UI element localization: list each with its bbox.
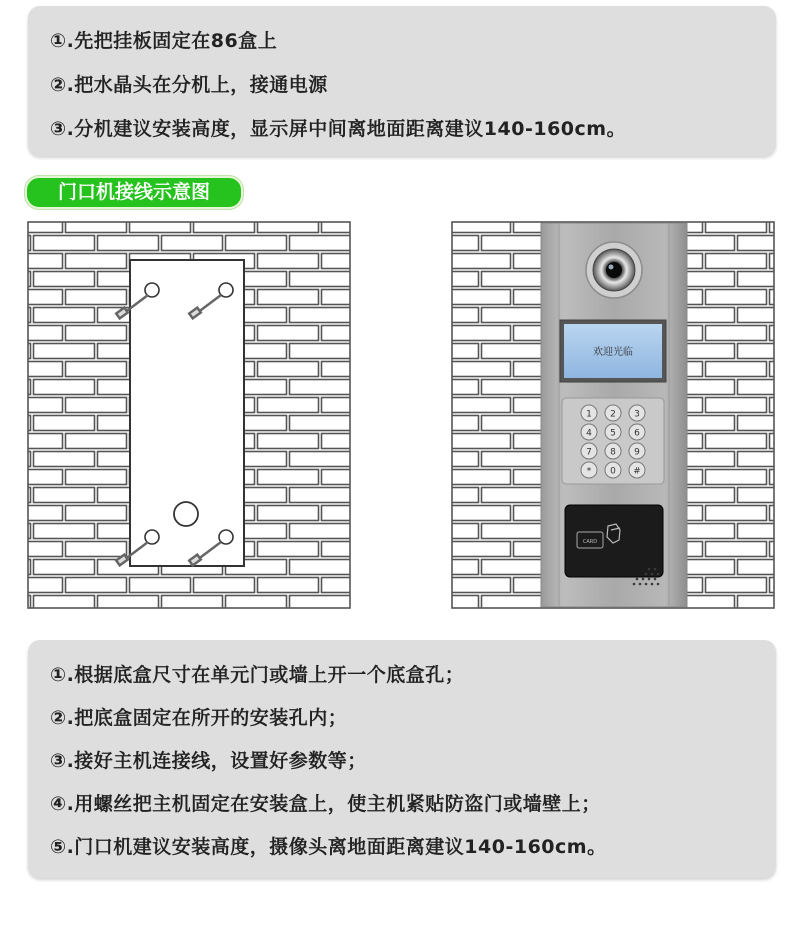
mounting-plate — [116, 260, 244, 566]
bottom-step-1: ①.根据底盒尺寸在单元门或墙上开一个底盒孔； — [50, 664, 465, 686]
display-screen — [560, 320, 666, 382]
bottom-step-3: ③.接好主机连接线，设置好参数等； — [50, 750, 367, 772]
top-step-2: ②.把水晶头在分机上，接通电源 — [50, 74, 328, 96]
cable-hole-icon — [174, 502, 198, 526]
card-label: CARD — [582, 539, 598, 545]
bottom-step-5: ⑤.门口机建议安装高度，摄像头离地面距离建议140-160cm。 — [50, 836, 607, 858]
screw-hole-icon — [219, 283, 233, 297]
bottom-step-2: ②.把底盒固定在所开的安装孔内； — [50, 707, 348, 729]
door-station-device — [541, 223, 687, 607]
keypad-key-label: 3 — [634, 409, 640, 420]
keypad-key-label: 5 — [610, 428, 616, 439]
screw-hole-icon — [219, 530, 233, 544]
keypad-key-label: 6 — [634, 428, 640, 439]
bottom-instructions-panel — [28, 640, 776, 878]
keypad-key-label: * — [586, 466, 592, 477]
keypad-key-label: 8 — [610, 447, 616, 458]
screen-welcome-text: 欢迎光临 — [593, 347, 633, 358]
keypad-key-label: 4 — [586, 428, 592, 439]
keypad-key-label: # — [633, 466, 641, 477]
keypad-key-label: 0 — [610, 466, 616, 477]
camera-icon — [586, 242, 642, 298]
keypad — [562, 398, 664, 484]
section-tag-label: 门口机接线示意图 — [57, 181, 210, 203]
keypad-key-label: 1 — [586, 409, 592, 420]
keypad-key-label: 9 — [634, 447, 640, 458]
keypad-key-label: 7 — [586, 447, 592, 458]
keypad-key-label: 2 — [610, 409, 616, 420]
top-step-1: ①.先把挂板固定在86盒上 — [50, 30, 278, 52]
card-reader — [565, 505, 663, 577]
bottom-step-4: ④.用螺丝把主机固定在安装盒上，使主机紧贴防盗门或墙壁上； — [50, 793, 601, 815]
top-step-3: ③.分机建议安装高度，显示屏中间离地面距离建议140-160cm。 — [50, 118, 627, 140]
